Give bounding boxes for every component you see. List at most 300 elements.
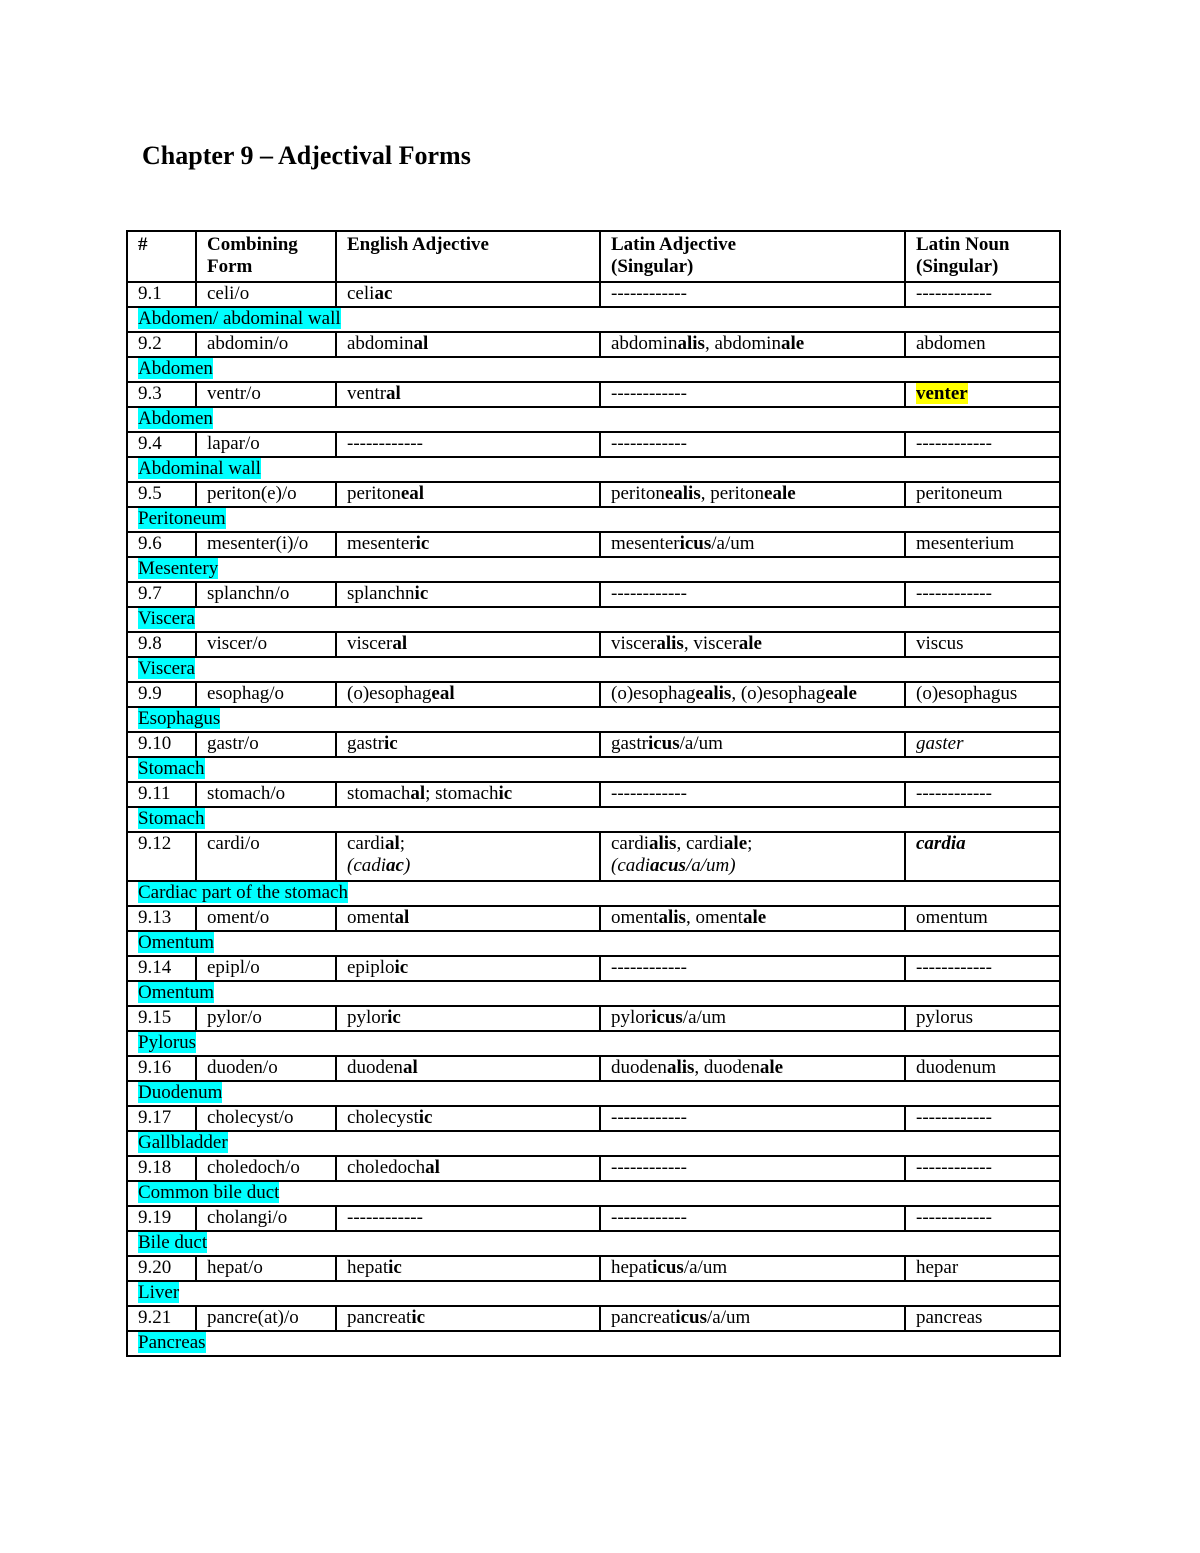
category-label: Omentum — [138, 932, 214, 953]
table-row — [127, 282, 1060, 307]
text-run: splanchn — [347, 583, 415, 604]
cell-number: 9.7 — [127, 582, 196, 607]
cell-english-adjective — [336, 382, 600, 407]
cell-latin-adjective — [600, 1056, 905, 1081]
text-run: cholecyst — [347, 1107, 419, 1128]
text-run: ) — [403, 855, 411, 876]
cell-latin-adjective — [600, 1006, 905, 1031]
table-row — [127, 332, 1060, 357]
text-run: ------------ — [611, 957, 687, 978]
cell-latin-adjective — [600, 832, 905, 881]
category-cell — [127, 707, 1060, 732]
cell-latin-adjective — [600, 632, 905, 657]
text-run: alis — [677, 333, 705, 354]
text-run: duoden — [347, 1057, 403, 1078]
text-run: al — [392, 633, 408, 654]
category-cell — [127, 981, 1060, 1006]
text-run: , cardi — [676, 833, 724, 854]
table-row — [127, 1156, 1060, 1181]
text-run: omentum — [916, 907, 988, 928]
text-run: , periton — [700, 483, 765, 504]
category-row — [127, 407, 1060, 432]
cell-latin-noun — [905, 632, 1060, 657]
category-label: Peritoneum — [138, 508, 226, 529]
text-run: /a/um — [711, 533, 755, 554]
table-row — [127, 906, 1060, 931]
text-run: abdomin — [347, 333, 414, 354]
header-latin-adjective: Latin Adjective (Singular) — [600, 231, 905, 282]
category-cell — [127, 1081, 1060, 1106]
header-combining-form: Combining Form — [196, 231, 336, 282]
category-row — [127, 1081, 1060, 1106]
category-label: Pylorus — [138, 1032, 197, 1053]
category-label: Duodenum — [138, 1082, 223, 1103]
cell-combining-form: gastr/o — [196, 732, 336, 757]
cell-english-adjective — [336, 532, 600, 557]
category-label: Bile duct — [138, 1232, 208, 1253]
category-label: Gallbladder — [138, 1132, 228, 1153]
cell-combining-form: epipl/o — [196, 956, 336, 981]
text-run: ------------ — [611, 583, 687, 604]
cell-latin-noun — [905, 1106, 1060, 1131]
cell-combining-form: lapar/o — [196, 432, 336, 457]
cell-latin-adjective — [600, 682, 905, 707]
table-row — [127, 432, 1060, 457]
text-run: ------------ — [611, 1157, 687, 1178]
cell-latin-noun — [905, 532, 1060, 557]
cell-combining-form: pylor/o — [196, 1006, 336, 1031]
text-run: ------------ — [916, 433, 992, 454]
cell-english-adjective — [336, 1156, 600, 1181]
table-row — [127, 582, 1060, 607]
category-cell — [127, 807, 1060, 832]
text-run: hepat — [347, 1257, 389, 1278]
cell-latin-noun — [905, 432, 1060, 457]
cell-latin-adjective — [600, 1106, 905, 1131]
text-run: ventr — [347, 383, 387, 404]
text-run: /a/um — [682, 1007, 727, 1028]
category-row — [127, 657, 1060, 682]
cell-combining-form: stomach/o — [196, 782, 336, 807]
text-run: pylor — [347, 1007, 388, 1028]
text-run: acus — [650, 855, 686, 876]
category-row — [127, 807, 1060, 832]
table-row — [127, 1056, 1060, 1081]
category-row — [127, 707, 1060, 732]
cell-combining-form: hepat/o — [196, 1256, 336, 1281]
text-run: viscer — [611, 633, 657, 654]
text-run: alis — [648, 833, 677, 854]
category-label: Abdomen — [138, 408, 213, 429]
cell-combining-form: pancre(at)/o — [196, 1306, 336, 1331]
text-run: icus — [652, 1257, 684, 1278]
text-run: (cadi — [347, 855, 387, 876]
cell-number: 9.15 — [127, 1006, 196, 1031]
text-run: , (o)esophag — [731, 683, 826, 704]
category-cell — [127, 1231, 1060, 1256]
cell-english-adjective — [336, 906, 600, 931]
cell-latin-noun — [905, 332, 1060, 357]
text-run: /a/um — [679, 733, 723, 754]
text-run: /a/um) — [685, 855, 736, 876]
cell-english-adjective — [336, 682, 600, 707]
text-run: ac — [374, 283, 393, 304]
text-run: al — [402, 1057, 418, 1078]
text-run: ac — [386, 855, 404, 876]
cell-combining-form: oment/o — [196, 906, 336, 931]
text-run: ------------ — [611, 283, 687, 304]
cell-latin-noun — [905, 906, 1060, 931]
category-row — [127, 307, 1060, 332]
text-run: ; — [747, 833, 753, 854]
text-run: viscus — [916, 633, 964, 654]
text-run: pancreat — [611, 1307, 676, 1328]
category-cell — [127, 1131, 1060, 1156]
text-run: hepat — [611, 1257, 653, 1278]
text-run: stomach — [347, 783, 411, 804]
text-run: ic — [414, 583, 429, 604]
table-row — [127, 632, 1060, 657]
table-row — [127, 682, 1060, 707]
cell-combining-form: duoden/o — [196, 1056, 336, 1081]
category-cell — [127, 931, 1060, 956]
cell-number: 9.13 — [127, 906, 196, 931]
table-row — [127, 1306, 1060, 1331]
category-row — [127, 1031, 1060, 1056]
cell-english-adjective — [336, 1106, 600, 1131]
text-run: abdomen — [916, 333, 986, 354]
cell-english-adjective — [336, 282, 600, 307]
cell-latin-noun — [905, 1156, 1060, 1181]
text-run: ic — [498, 783, 513, 804]
cell-number: 9.5 — [127, 482, 196, 507]
text-run: abdomin — [611, 333, 678, 354]
category-row — [127, 607, 1060, 632]
cell-number: 9.10 — [127, 732, 196, 757]
cell-number: 9.2 — [127, 332, 196, 357]
category-label: Abdomen — [138, 358, 213, 379]
text-run: periton — [611, 483, 665, 504]
cell-english-adjective — [336, 1256, 600, 1281]
cell-combining-form: abdomin/o — [196, 332, 336, 357]
text-run: ------------ — [916, 1207, 992, 1228]
cell-latin-noun — [905, 1306, 1060, 1331]
cell-latin-adjective — [600, 282, 905, 307]
category-cell — [127, 607, 1060, 632]
cell-combining-form: viscer/o — [196, 632, 336, 657]
category-row — [127, 457, 1060, 482]
text-run: icus — [675, 1307, 708, 1328]
cell-number: 9.4 — [127, 432, 196, 457]
text-run: eal — [400, 483, 425, 504]
text-run: ------------ — [916, 583, 992, 604]
cell-latin-noun — [905, 482, 1060, 507]
category-label: Mesentery — [138, 558, 219, 579]
cell-latin-adjective — [600, 906, 905, 931]
cell-latin-adjective — [600, 582, 905, 607]
text-run: pancreat — [347, 1307, 412, 1328]
text-run: ic — [394, 957, 409, 978]
text-run: /a/um — [707, 1307, 751, 1328]
text-run: ic — [388, 1257, 402, 1278]
category-cell — [127, 881, 1060, 906]
category-row — [127, 981, 1060, 1006]
text-run: /a/um — [683, 1257, 728, 1278]
text-run: hepar — [916, 1257, 959, 1278]
text-run: (cadi — [611, 855, 651, 876]
text-run: alis — [656, 633, 684, 654]
category-label: Abdomen/ abdominal wall — [138, 308, 341, 329]
cell-number: 9.8 — [127, 632, 196, 657]
text-run: , abdomin — [704, 333, 781, 354]
text-run: ic — [411, 1307, 426, 1328]
text-run: gaster — [916, 733, 964, 754]
text-run: ale — [759, 1057, 784, 1078]
cell-latin-adjective — [600, 1306, 905, 1331]
cell-number: 9.20 — [127, 1256, 196, 1281]
cell-latin-noun — [905, 1206, 1060, 1231]
category-cell — [127, 1281, 1060, 1306]
text-run: ; — [399, 833, 406, 854]
category-label: Abdominal wall — [138, 458, 261, 479]
category-row — [127, 1281, 1060, 1306]
category-label: Omentum — [138, 982, 214, 1003]
text-run: ------------ — [347, 1207, 423, 1228]
text-run: viscer — [347, 633, 393, 654]
category-cell — [127, 757, 1060, 782]
category-row — [127, 357, 1060, 382]
text-run: , oment — [685, 907, 743, 928]
text-run: ic — [415, 533, 430, 554]
category-row — [127, 931, 1060, 956]
cell-combining-form: cholangi/o — [196, 1206, 336, 1231]
text-run: al — [425, 1157, 440, 1178]
cell-number: 9.21 — [127, 1306, 196, 1331]
cell-english-adjective — [336, 632, 600, 657]
cell-number: 9.16 — [127, 1056, 196, 1081]
text-run: ------------ — [916, 1157, 992, 1178]
text-run: alis — [666, 1057, 695, 1078]
cell-latin-noun — [905, 1256, 1060, 1281]
text-run: eale — [825, 683, 857, 704]
cell-number: 9.9 — [127, 682, 196, 707]
cell-number: 9.18 — [127, 1156, 196, 1181]
text-run: duoden — [611, 1057, 667, 1078]
text-run: periton — [347, 483, 401, 504]
cell-combining-form: ventr/o — [196, 382, 336, 407]
cell-combining-form: mesenter(i)/o — [196, 532, 336, 557]
category-row — [127, 1181, 1060, 1206]
cell-english-adjective — [336, 1006, 600, 1031]
text-run: ------------ — [611, 783, 687, 804]
table-row — [127, 832, 1060, 881]
cell-english-adjective — [336, 832, 600, 881]
table-row — [127, 382, 1060, 407]
category-label: Esophagus — [138, 708, 221, 729]
text-run: ic — [383, 733, 398, 754]
cell-number: 9.3 — [127, 382, 196, 407]
text-run: gastr — [611, 733, 648, 754]
text-run: al — [384, 833, 400, 854]
text-run: pylor — [611, 1007, 652, 1028]
cell-combining-form: cholecyst/o — [196, 1106, 336, 1131]
text-run: epiplo — [347, 957, 395, 978]
text-run: ------------ — [611, 1207, 687, 1228]
text-run: ------------ — [916, 957, 992, 978]
text-run: cardi — [347, 833, 385, 854]
text-run: ealis — [695, 683, 732, 704]
text-run: ale — [723, 833, 748, 854]
category-cell — [127, 1031, 1060, 1056]
text-run: ------------ — [916, 783, 992, 804]
text-run: al — [394, 907, 410, 928]
text-run: cardia — [916, 833, 966, 854]
cell-english-adjective — [336, 732, 600, 757]
text-run: , duoden — [694, 1057, 760, 1078]
text-run: al — [413, 333, 429, 354]
cell-latin-adjective — [600, 332, 905, 357]
table-row — [127, 1206, 1060, 1231]
text-run: celi — [347, 283, 375, 304]
cell-combining-form: periton(e)/o — [196, 482, 336, 507]
category-label: Viscera — [138, 608, 195, 629]
category-cell — [127, 1331, 1060, 1356]
text-run: ic — [418, 1107, 433, 1128]
cell-latin-noun — [905, 1006, 1060, 1031]
cell-english-adjective — [336, 582, 600, 607]
category-label: Common bile duct — [138, 1182, 280, 1203]
cell-latin-noun — [905, 956, 1060, 981]
cell-latin-adjective — [600, 382, 905, 407]
category-cell — [127, 657, 1060, 682]
category-row — [127, 507, 1060, 532]
text-run: alis — [658, 907, 686, 928]
cell-number: 9.17 — [127, 1106, 196, 1131]
text-run: ------------ — [916, 1107, 992, 1128]
table-row — [127, 1006, 1060, 1031]
cell-english-adjective — [336, 1306, 600, 1331]
text-run: mesenterium — [916, 533, 1015, 554]
cell-latin-adjective — [600, 1156, 905, 1181]
table-body — [127, 231, 1060, 1356]
text-run: ale — [780, 333, 805, 354]
cell-number: 9.14 — [127, 956, 196, 981]
text-run: (o)esophagus — [916, 683, 1018, 704]
cell-latin-adjective — [600, 532, 905, 557]
cell-combining-form: choledoch/o — [196, 1156, 336, 1181]
text-run: ------------ — [611, 1107, 687, 1128]
cell-latin-adjective — [600, 782, 905, 807]
header-row — [127, 231, 1060, 282]
category-row — [127, 757, 1060, 782]
table-row — [127, 1256, 1060, 1281]
text-run: (o)esophag — [347, 683, 432, 704]
header-latin-noun: Latin Noun (Singular) — [905, 231, 1060, 282]
cell-english-adjective — [336, 432, 600, 457]
text-run: pylorus — [916, 1007, 973, 1028]
category-label: Liver — [138, 1282, 180, 1303]
text-run: eal — [431, 683, 455, 704]
cell-combining-form: esophag/o — [196, 682, 336, 707]
cell-latin-noun — [905, 582, 1060, 607]
page-title: Chapter 9 – Adjectival Forms — [142, 141, 471, 170]
text-run: mesenter — [611, 533, 680, 554]
text-run: al — [386, 383, 401, 404]
cell-english-adjective — [336, 956, 600, 981]
text-run: icus — [651, 1007, 683, 1028]
text-run: duodenum — [916, 1057, 997, 1078]
text-run: , viscer — [683, 633, 739, 654]
text-run: ------------ — [347, 433, 423, 454]
text-run: eale — [764, 483, 796, 504]
text-run: (o)esophag — [611, 683, 696, 704]
cell-combining-form: splanchn/o — [196, 582, 336, 607]
cell-combining-form: celi/o — [196, 282, 336, 307]
cell-number: 9.19 — [127, 1206, 196, 1231]
cell-latin-noun — [905, 782, 1060, 807]
text-run: ale — [742, 907, 767, 928]
table-row — [127, 732, 1060, 757]
text-run: venter — [916, 383, 968, 404]
cell-latin-adjective — [600, 956, 905, 981]
text-run: ------------ — [916, 283, 992, 304]
text-run: icus — [679, 533, 712, 554]
table-row — [127, 956, 1060, 981]
cell-latin-noun — [905, 1056, 1060, 1081]
cell-english-adjective — [336, 482, 600, 507]
category-label: Cardiac part of the stomach — [138, 882, 348, 903]
header-english-adjective: English Adjective — [336, 231, 600, 282]
cell-latin-noun — [905, 382, 1060, 407]
category-cell — [127, 307, 1060, 332]
category-cell — [127, 1181, 1060, 1206]
adjectival-forms-table — [126, 230, 1061, 1357]
cell-latin-noun — [905, 832, 1060, 881]
cell-latin-noun — [905, 732, 1060, 757]
text-run: icus — [647, 733, 680, 754]
category-cell — [127, 457, 1060, 482]
text-run: cardi — [611, 833, 649, 854]
category-row — [127, 1131, 1060, 1156]
category-label: Viscera — [138, 658, 195, 679]
text-run: al — [410, 783, 426, 804]
cell-number: 9.12 — [127, 832, 196, 881]
text-run: peritoneum — [916, 483, 1003, 504]
table-row — [127, 1106, 1060, 1131]
cell-latin-noun — [905, 282, 1060, 307]
cell-latin-adjective — [600, 482, 905, 507]
cell-english-adjective — [336, 1056, 600, 1081]
text-run: choledoch — [347, 1157, 426, 1178]
category-row — [127, 557, 1060, 582]
cell-latin-noun — [905, 682, 1060, 707]
table-row — [127, 782, 1060, 807]
text-run: oment — [611, 907, 659, 928]
cell-latin-adjective — [600, 432, 905, 457]
category-cell — [127, 407, 1060, 432]
cell-english-adjective — [336, 782, 600, 807]
cell-combining-form: cardi/o — [196, 832, 336, 881]
text-run: mesenter — [347, 533, 416, 554]
category-cell — [127, 507, 1060, 532]
category-cell — [127, 557, 1060, 582]
category-row — [127, 1331, 1060, 1356]
text-run: pancreas — [916, 1307, 983, 1328]
cell-english-adjective — [336, 332, 600, 357]
text-run: gastr — [347, 733, 384, 754]
category-label: Stomach — [138, 808, 205, 829]
category-label: Stomach — [138, 758, 205, 779]
